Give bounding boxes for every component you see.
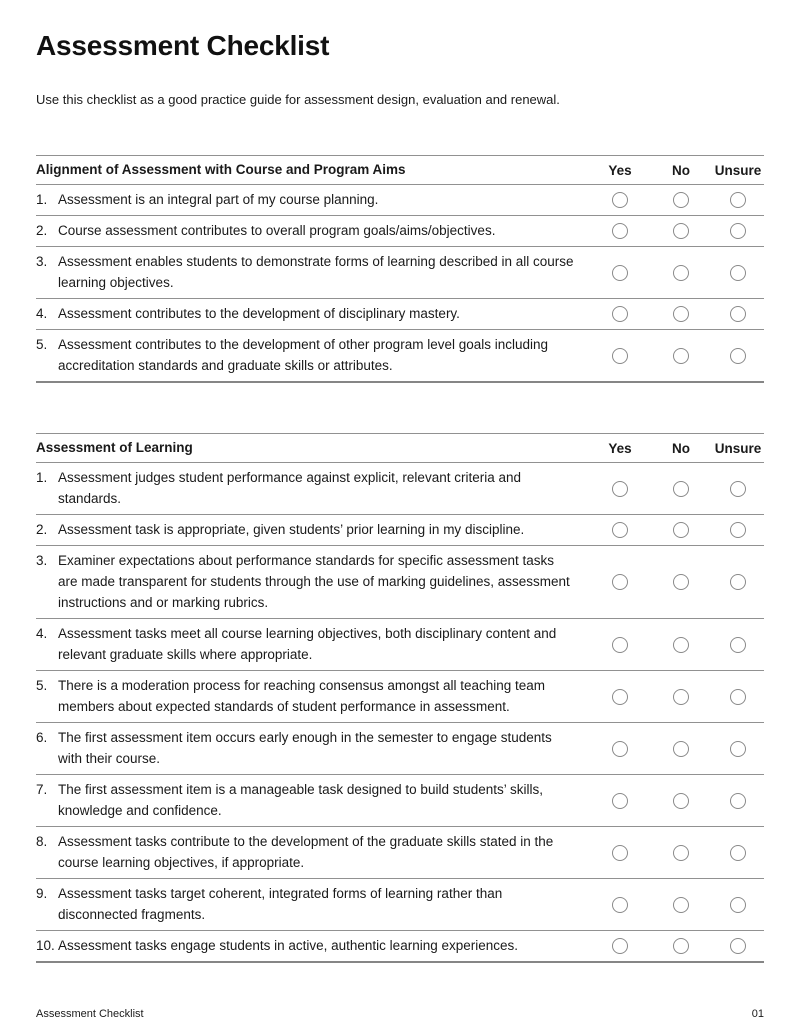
table-row [36, 827, 764, 879]
item-number: 4. [36, 626, 48, 641]
radio-no[interactable] [673, 689, 689, 705]
checklist-table-alignment [36, 155, 764, 383]
radio-no[interactable] [673, 793, 689, 809]
option-cell-no [650, 897, 712, 913]
table-row [36, 299, 764, 330]
option-cell-unsure [712, 637, 764, 653]
option-cell-no [650, 845, 712, 861]
column-header-unsure: Unsure [714, 162, 762, 178]
item-number: 3. [36, 254, 48, 269]
item-text-cell [36, 827, 590, 878]
radio-yes[interactable] [612, 938, 628, 954]
item-text-cell [36, 216, 590, 246]
radio-no[interactable] [673, 481, 689, 497]
radio-yes[interactable] [612, 306, 628, 322]
item-text: There is a moderation process for reaching consensus amongst all teaching team members about expected standards of student performance in assessment. [58, 678, 546, 714]
radio-unsure[interactable] [730, 481, 746, 497]
option-cell-yes [590, 637, 650, 653]
table-row [36, 463, 764, 515]
radio-unsure[interactable] [730, 938, 746, 954]
option-cell-no [650, 306, 712, 322]
option-cell-unsure [712, 348, 764, 364]
option-cell-unsure [712, 306, 764, 322]
item-number: 2. [36, 522, 48, 537]
option-cell-unsure [712, 522, 764, 538]
option-cell-unsure [712, 223, 764, 239]
radio-yes[interactable] [612, 637, 628, 653]
radio-unsure[interactable] [730, 845, 746, 861]
radio-unsure[interactable] [730, 741, 746, 757]
option-cell-unsure [712, 845, 764, 861]
radio-yes[interactable] [612, 689, 628, 705]
item-text: Assessment enables students to demonstrate forms of learning described in all course learning objectives. [58, 254, 574, 290]
item-text: Assessment tasks contribute to the development of the graduate skills stated in the course learning objectives, if appropriate. [58, 834, 554, 870]
item-text-cell [36, 247, 590, 298]
table-row [36, 216, 764, 247]
table-row [36, 723, 764, 775]
table-row [36, 931, 764, 963]
option-cell-yes [590, 897, 650, 913]
item-text: Assessment task is appropriate, given students’ prior learning in my discipline. [58, 522, 525, 537]
option-cell-yes [590, 741, 650, 757]
option-cell-no [650, 481, 712, 497]
option-cell-no [650, 348, 712, 364]
item-text-cell [36, 515, 590, 545]
radio-unsure[interactable] [730, 348, 746, 364]
option-cell-unsure [712, 741, 764, 757]
item-text: Assessment contributes to the development of disciplinary mastery. [58, 306, 460, 321]
item-text-cell [36, 546, 590, 618]
option-cell-no [650, 522, 712, 538]
option-cell-yes [590, 574, 650, 590]
option-cell-no [650, 938, 712, 954]
item-text: Assessment tasks meet all course learning objectives, both disciplinary content and relevant graduate skills where appropriate. [58, 626, 557, 662]
checklist-table-learning [36, 433, 764, 963]
item-number: 3. [36, 553, 48, 568]
footer-doc-title: Assessment Checklist [36, 1008, 144, 1020]
option-cell-yes [590, 306, 650, 322]
item-number: 10. [36, 938, 55, 953]
option-cell-no [650, 741, 712, 757]
radio-no[interactable] [673, 897, 689, 913]
item-text-cell [36, 775, 590, 826]
column-header-no: No [672, 440, 690, 456]
option-cell-unsure [712, 689, 764, 705]
option-cell-unsure [712, 897, 764, 913]
intro-text: Use this checklist as a good practice guide for assessment design, evaluation and renewal. [36, 92, 560, 107]
item-number: 9. [36, 886, 48, 901]
table-row [36, 247, 764, 299]
table-header-row [36, 156, 764, 185]
item-text-cell [36, 671, 590, 722]
option-cell-unsure [712, 481, 764, 497]
radio-unsure[interactable] [730, 306, 746, 322]
column-header-yes: Yes [608, 162, 632, 178]
option-cell-no [650, 689, 712, 705]
radio-no[interactable] [673, 938, 689, 954]
radio-unsure[interactable] [730, 223, 746, 239]
option-cell-yes [590, 845, 650, 861]
option-cell-yes [590, 223, 650, 239]
option-cell-no [650, 265, 712, 281]
radio-no[interactable] [673, 574, 689, 590]
option-cell-yes [590, 481, 650, 497]
item-text: Course assessment contributes to overall program goals/aims/objectives. [58, 223, 496, 238]
option-cell-no [650, 192, 712, 208]
item-text-cell [36, 330, 590, 381]
item-text-cell [36, 299, 590, 329]
radio-unsure[interactable] [730, 522, 746, 538]
option-cell-unsure [712, 265, 764, 281]
table-title: Alignment of Assessment with Course and Program Aims [36, 162, 406, 177]
item-number: 2. [36, 223, 48, 238]
table-row [36, 546, 764, 619]
radio-no[interactable] [673, 306, 689, 322]
option-cell-yes [590, 793, 650, 809]
radio-unsure[interactable] [730, 793, 746, 809]
radio-no[interactable] [673, 223, 689, 239]
radio-no[interactable] [673, 348, 689, 364]
table-row [36, 619, 764, 671]
radio-yes[interactable] [612, 223, 628, 239]
option-cell-no [650, 574, 712, 590]
table-row [36, 775, 764, 827]
radio-no[interactable] [673, 845, 689, 861]
item-number: 1. [36, 192, 48, 207]
radio-yes[interactable] [612, 793, 628, 809]
item-text-cell [36, 723, 590, 774]
item-text: Assessment contributes to the development of other program level goals including accreditation standards and graduate skills or attributes. [58, 337, 549, 373]
radio-yes[interactable] [612, 845, 628, 861]
item-text-cell [36, 619, 590, 670]
radio-yes[interactable] [612, 897, 628, 913]
item-text: Assessment judges student performance against explicit, relevant criteria and standards. [58, 470, 521, 506]
item-number: 1. [36, 470, 48, 485]
table-row [36, 185, 764, 216]
item-number: 4. [36, 306, 48, 321]
radio-yes[interactable] [612, 522, 628, 538]
radio-no[interactable] [673, 522, 689, 538]
page-title: Assessment Checklist [36, 30, 330, 61]
page-footer [36, 1008, 764, 1021]
item-text: The first assessment item occurs early enough in the semester to engage students with their course. [58, 730, 552, 766]
option-cell-no [650, 223, 712, 239]
radio-unsure[interactable] [730, 574, 746, 590]
radio-no[interactable] [673, 741, 689, 757]
option-cell-unsure [712, 574, 764, 590]
column-header-yes: Yes [608, 440, 632, 456]
radio-yes[interactable] [612, 481, 628, 497]
radio-unsure[interactable] [730, 192, 746, 208]
radio-unsure[interactable] [730, 897, 746, 913]
radio-yes[interactable] [612, 192, 628, 208]
item-text: Examiner expectations about performance standards for specific assessment tasks are made transparent for students through the use of marking guidelines, assessment instructions and or marking rubrics. [58, 553, 570, 610]
item-text: Assessment tasks engage students in active, authentic learning experiences. [58, 938, 519, 953]
item-text-cell [36, 879, 590, 930]
option-cell-yes [590, 522, 650, 538]
item-number: 7. [36, 782, 48, 797]
item-text: Assessment is an integral part of my course planning. [58, 192, 379, 207]
radio-yes[interactable] [612, 741, 628, 757]
item-number: 8. [36, 834, 48, 849]
option-cell-unsure [712, 938, 764, 954]
radio-unsure[interactable] [730, 265, 746, 281]
table-row [36, 515, 764, 546]
column-header-no: No [672, 162, 690, 178]
option-cell-unsure [712, 192, 764, 208]
item-number: 5. [36, 337, 48, 352]
option-cell-yes [590, 265, 650, 281]
radio-yes[interactable] [612, 348, 628, 364]
table-row [36, 879, 764, 931]
radio-yes[interactable] [612, 574, 628, 590]
table-row [36, 330, 764, 383]
option-cell-yes [590, 348, 650, 364]
radio-no[interactable] [673, 192, 689, 208]
option-cell-yes [590, 689, 650, 705]
option-cell-no [650, 793, 712, 809]
table-row [36, 671, 764, 723]
table-header-row [36, 434, 764, 463]
radio-no[interactable] [673, 265, 689, 281]
option-cell-yes [590, 938, 650, 954]
option-cell-yes [590, 192, 650, 208]
item-text: Assessment tasks target coherent, integrated forms of learning rather than disconnected fragments. [58, 886, 503, 922]
item-text: The first assessment item is a manageable task designed to build students’ skills, knowledge and confidence. [58, 782, 543, 818]
item-text-cell [36, 931, 590, 961]
page-number: 01 [751, 1008, 764, 1020]
table-title: Assessment of Learning [36, 440, 193, 455]
option-cell-unsure [712, 793, 764, 809]
column-header-unsure: Unsure [714, 440, 762, 456]
radio-unsure[interactable] [730, 637, 746, 653]
radio-unsure[interactable] [730, 689, 746, 705]
item-text-cell [36, 463, 590, 514]
item-number: 6. [36, 730, 48, 745]
option-cell-no [650, 637, 712, 653]
item-number: 5. [36, 678, 48, 693]
radio-no[interactable] [673, 637, 689, 653]
item-text-cell [36, 185, 590, 215]
radio-yes[interactable] [612, 265, 628, 281]
